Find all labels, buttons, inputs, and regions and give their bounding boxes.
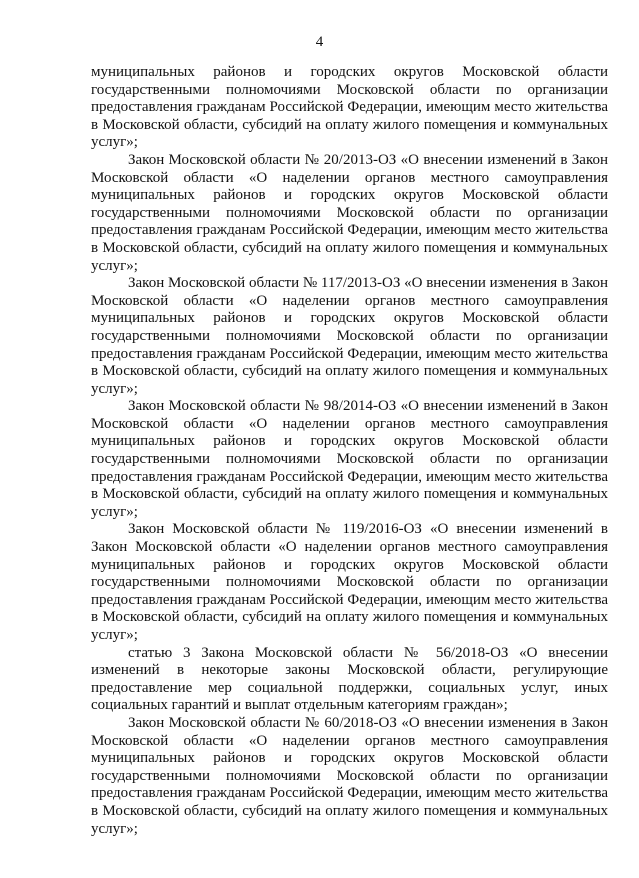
paragraph-continuation: муниципальных районов и городских округов Московской области государственными полномочиями Московской области по организации предоставления гражданам Российской Федерации, имеющим место жительства в Московской области, субсидий на оплату жилого помещения и коммунальных услуг»; (91, 64, 608, 151)
paragraph-law-20-2013: Закон Московской области № 20/2013-ОЗ «О внесении изменений в Закон Московской области «О наделении органов местного самоуправления муниципальных районов и городских округов Московской области государственными полномочиями Московской области по организации предоставления гражданам Российской Федерации, имеющим место жительства в Московской области, субсидий на оплату жилого помещения и коммунальных услуг»; (91, 151, 608, 274)
paragraph-law-60-2018: Закон Московской области № 60/2018-ОЗ «О внесении изменения в Закон Московской области «О наделении органов местного самоуправления муниципальных районов и городских округов Московской области государственными полномочиями Московской области по организации предоставления гражданам Российской Федерации, имеющим место жительства в Московской области, субсидий на оплату жилого помещения и коммунальных услуг»; (91, 714, 608, 837)
page-number: 4 (315, 34, 324, 50)
paragraph-law-119-2016: Закон Московской области № 119/2016-ОЗ «О внесении изменений в Закон Московской области «О наделении органов местного самоуправления муниципальных районов и городских округов Московской области государственными полномочиями Московской области по организации предоставления гражданам Российской Федерации, имеющим место жительства в Московской области, субсидий на оплату жилого помещения и коммунальных услуг»; (91, 521, 608, 643)
paragraph-law-117-2013: Закон Московской области № 117/2013-ОЗ «О внесении изменения в Закон Московской области «О наделении органов местного самоуправления муниципальных районов и городских округов Московской области государственными полномочиями Московской области по организации предоставления гражданам Российской Федерации, имеющим место жительства в Московской области, субсидий на оплату жилого помещения и коммунальных услуг»; (91, 275, 608, 397)
document-body (91, 64, 608, 838)
paragraph-law-98-2014: Закон Московской области № 98/2014-ОЗ «О внесении изменений в Закон Московской области «О наделении органов местного самоуправления муниципальных районов и городских округов Московской области государственными полномочиями Московской области по организации предоставления гражданам Российской Федерации, имеющим место жительства в Московской области, субсидий на оплату жилого помещения и коммунальных услуг»; (91, 398, 608, 520)
paragraph-law-56-2018: статью 3 Закона Московской области № 56/2018-ОЗ «О внесении изменений в некоторые законы Московской области, регулирующие предоставление мер социальной поддержки, социальных услуг, иных социальных гарантий и выплат отдельным категориям граждан»; (91, 644, 608, 714)
